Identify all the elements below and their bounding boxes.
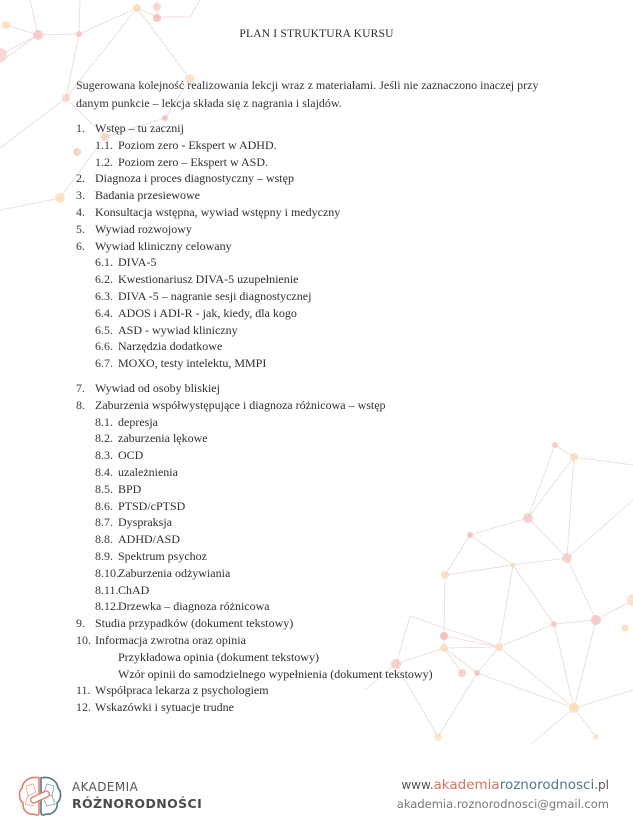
outline-item-number: 8.11. (95, 582, 119, 597)
outline-item-text: Współpraca lekarza z psychologiem (95, 683, 269, 698)
website-prefix: www. (401, 778, 434, 792)
outline-item-number: 8.5. (95, 481, 113, 496)
outline-item-number: 8.3. (95, 448, 113, 463)
outline-item-text: ADOS i ADI-R - jak, kiedy, dla kogo (118, 305, 297, 320)
outline-item-number: 8.1. (95, 414, 113, 429)
outline-item-number: 6.4. (95, 305, 113, 320)
outline-item-text: Zaburzenia odżywiania (118, 565, 231, 580)
outline-item-number: 11. (76, 683, 91, 698)
outline-item-text: Wywiad kliniczny celowany (95, 238, 232, 253)
outline-item-number: 8.6. (95, 498, 113, 513)
outline-item-text: Badania przesiewowe (95, 188, 200, 203)
outline-item-text: Informacja zwrotna oraz opinia (95, 633, 246, 647)
outline-item-text: Wywiad rozwojowy (95, 221, 192, 236)
outline-item-text: Wzór opinii do samodzielnego wypełnienia (dokument tekstowy) (118, 666, 433, 681)
outline-item-text: Poziom zero - Ekspert w ADHD. (118, 137, 277, 152)
outline-item-number: 4. (76, 205, 85, 219)
outline-item-text: depresja (118, 414, 158, 429)
outline-item-text: OCD (118, 448, 144, 463)
outline-item-number: 1.1. (95, 137, 113, 152)
outline-item-text: Studia przypadków (dokument tekstowy) (95, 616, 294, 631)
outline-item-number: 8.12. (95, 599, 119, 614)
outline-item-text: Spektrum psychoz (118, 549, 207, 563)
outline-item-text: zaburzenia lękowe (118, 431, 208, 446)
outline-item-number: 12. (76, 700, 91, 715)
outline-item-text: Wywiad od osoby bliskiej (95, 381, 220, 395)
intro-paragraph: Sugerowana kolejność realizowania lekcji wraz z materiałami. Jeśli nie zaznaczono inaczej przy danym punkcie – lekcja składa się z nagrania i slajdów. (76, 78, 539, 110)
outline-item-number: 10. (76, 633, 91, 647)
outline-item-text: Drzewka – diagnoza różnicowa (118, 599, 270, 614)
outline-item-number: 8.4. (95, 465, 113, 479)
outline-item-number: 1. (76, 121, 85, 135)
outline-item-number: 9. (76, 616, 85, 631)
outline-item-number: 8.8. (95, 532, 113, 547)
footer (0, 760, 633, 825)
outline-item-text: MOXO, testy intelektu, MMPI (118, 356, 267, 371)
outline-item-text: Zaburzenia współwystępujące i diagnoza różnicowa – wstęp (95, 397, 386, 412)
outline-item-text: Wskazówki i sytuacje trudne (95, 700, 234, 715)
outline-item-text: Wstęp – tu zacznij (95, 121, 184, 135)
website-suffix: .pl (594, 778, 609, 792)
outline-item-text: PTSD/cPTSD (118, 498, 186, 513)
outline-item-text: Przykładowa opinia (dokument tekstowy) (118, 649, 319, 664)
outline-item-text: DIVA-5 (118, 255, 157, 270)
outline-item-number: 6.6. (95, 339, 113, 354)
outline-item-number: 8.10. (95, 565, 119, 580)
outline-item-number: 8.7. (95, 515, 113, 530)
outline-item-number: 8.2. (95, 431, 113, 446)
outline-item-text: DIVA -5 – nagranie sesji diagnostycznej (118, 289, 312, 303)
outline-item-number: 8.9. (95, 549, 113, 563)
outline-item-text: ChAD (118, 582, 150, 597)
outline-item-text: Dyspraksja (118, 515, 172, 530)
page-title: PLAN I STRUKTURA KURSU (239, 28, 394, 40)
outline-item-text: Poziom zero – Ekspert w ASD. (118, 154, 268, 169)
website-accent: akademia (433, 777, 500, 793)
outline-item-number: 6.7. (95, 356, 113, 371)
brain-logo-icon (16, 772, 64, 820)
outline-item-number: 8. (76, 397, 85, 412)
outline-item-number: 6.2. (95, 272, 113, 287)
outline-item-text: ASD - wywiad kliniczny (118, 322, 238, 337)
outline-item-number: 1.2. (95, 154, 113, 169)
outline-item-text: uzależnienia (118, 465, 178, 479)
outline-item-text: ADHD/ASD (118, 532, 181, 547)
outline-item-number: 7. (76, 381, 85, 395)
outline-item-number: 5. (76, 221, 85, 236)
website-teal: roznorodnosci (499, 777, 595, 793)
outline-item-text: Kwestionariusz DIVA-5 uzupełnienie (118, 272, 299, 287)
outline-item-text: Konsultacja wstępna, wywiad wstępny i medyczny (95, 205, 341, 219)
email-link[interactable]: akademia.roznorodnosci@gmail.com (396, 797, 609, 811)
website-link[interactable] (401, 777, 609, 793)
outline-item-number: 6.1. (95, 255, 113, 270)
outline-item-text: Diagnoza i proces diagnostyczny – wstęp (95, 171, 294, 186)
logo-text-roznorodnosci: RÓŻNORODNOŚCI (72, 796, 203, 811)
outline-item-text: Narzędzia dodatkowe (118, 339, 223, 354)
outline-item-text: BPD (118, 481, 142, 496)
outline-item-number: 2. (76, 171, 85, 186)
outline-item-number: 6.3. (95, 289, 113, 303)
outline-item-number: 6. (76, 238, 85, 253)
outline-item-number: 3. (76, 188, 85, 203)
outline-item-number: 6.5. (95, 322, 113, 337)
logo-text-akademia: AKADEMIA (72, 780, 139, 794)
